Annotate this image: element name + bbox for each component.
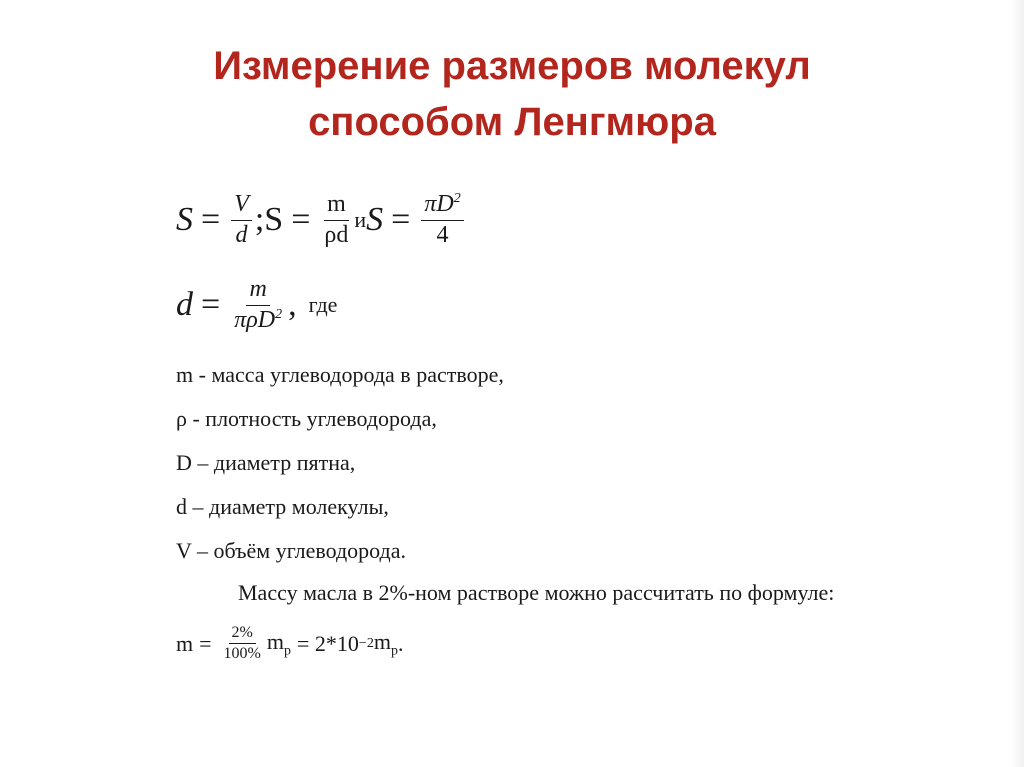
formula-eq1: =: [201, 201, 221, 238]
fraction-v-num: V: [231, 192, 252, 220]
formula3-mp1-text: m: [266, 628, 284, 654]
fraction2-den: [231, 306, 285, 333]
fraction-pid2-over-4: [421, 192, 463, 247]
definition-rho: ρ - плотность углеводорода,: [176, 406, 437, 431]
formula2-d: d: [176, 286, 193, 323]
formula3-mp2-sub: р: [390, 643, 398, 659]
formula-diameter: [176, 272, 337, 338]
formula-sep1: ;S: [254, 201, 284, 238]
fraction-4-den: 4: [436, 221, 449, 248]
formula-s1: S: [176, 201, 193, 238]
title-line-1: Измерение размеров молекул: [213, 44, 811, 88]
fraction2-den-exp: 2: [275, 306, 283, 322]
formula-conj: и: [354, 207, 367, 232]
definition-D: D – диаметр пятна,: [176, 450, 356, 475]
definition-d: d – диаметр молекулы,: [176, 494, 389, 519]
formula-s3: S: [366, 201, 384, 238]
fraction-v-over-d: [231, 192, 252, 247]
fraction-pid-text: πD: [424, 191, 454, 218]
formula3-end: .: [397, 631, 404, 656]
formula3-mp1: [267, 629, 291, 659]
formula3-mp2-text: m: [373, 628, 391, 654]
fraction2-num: m: [246, 277, 269, 305]
formula3-mp1-sub: р: [284, 643, 291, 659]
formula-eq3: =: [391, 201, 411, 238]
formula2-comma: ,: [288, 286, 297, 323]
fraction2-den-text: πρD: [234, 306, 276, 333]
title-line-2: способом Ленгмюра: [308, 100, 716, 144]
note-text: Массу масла в 2%-ном растворе можно рассчитать по формуле:: [238, 580, 835, 605]
formula3-exp: −2: [358, 636, 374, 651]
formula2-eq: =: [201, 286, 221, 323]
fraction-percent: [221, 625, 264, 663]
formula-eq2: =: [291, 201, 311, 238]
formula3-mp2: [374, 629, 398, 659]
fraction-m-num: m: [324, 192, 349, 220]
formula3-eq1: =: [199, 631, 212, 656]
fraction-pid-exp: 2: [453, 191, 461, 207]
formula3-m: m: [176, 631, 194, 656]
fraction-m-over-rhod: [321, 192, 351, 247]
fraction3-den: 100%: [223, 645, 261, 662]
definition-V: V – объём углеводорода.: [176, 538, 406, 563]
slide-title: [0, 38, 1024, 150]
formula-area: [176, 188, 467, 252]
fraction-v-den: d: [235, 221, 248, 248]
formula3-eq2: = 2*10: [297, 631, 359, 656]
fraction-rhod-den: ρd: [324, 221, 349, 248]
formula2-gde: где: [308, 292, 338, 317]
fraction3-num: 2%: [229, 625, 256, 644]
fraction-pid2-num: [421, 192, 463, 220]
fraction-m-over-pirhod2: [231, 277, 285, 332]
formula-mass: [176, 620, 403, 668]
definition-m: m - масса углеводорода в растворе,: [176, 362, 504, 387]
